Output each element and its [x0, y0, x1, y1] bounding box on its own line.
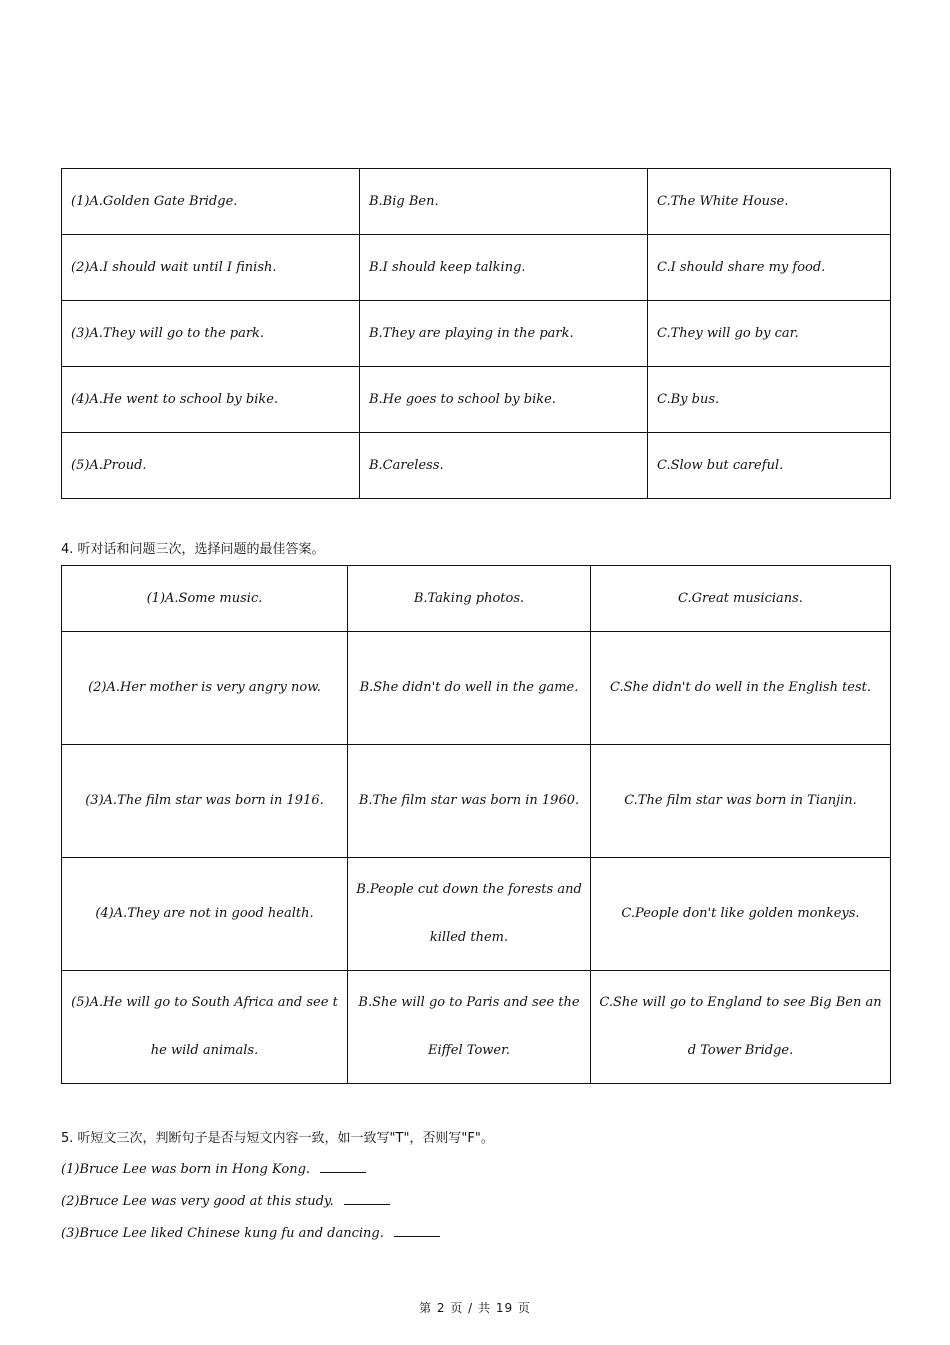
option-text: (3)A.The film star was born in 1916. [85, 793, 324, 808]
option-cell [591, 745, 891, 858]
option-text: B.People cut down the forests and killed them. [356, 882, 582, 945]
table-row [62, 632, 891, 745]
table-row [62, 745, 891, 858]
option-cell: C.I should share my food. [648, 235, 891, 301]
option-cell: C.The White House. [648, 169, 891, 235]
table-row [62, 566, 891, 632]
option-cell [62, 745, 348, 858]
option-cell: B.I should keep talking. [360, 235, 648, 301]
option-cell: B.Big Ben. [360, 169, 648, 235]
answer-blank[interactable] [394, 1224, 440, 1237]
option-text: B.She didn't do well in the game. [359, 680, 579, 695]
statement-line [61, 1160, 366, 1177]
table-row [62, 235, 891, 301]
statement-line [61, 1224, 440, 1241]
table-row [62, 433, 891, 499]
option-cell [348, 632, 591, 745]
option-cell: (5)A.Proud. [62, 433, 360, 499]
option-text: (4)A.They are not in good health. [95, 906, 314, 921]
option-cell: C.Slow but careful. [648, 433, 891, 499]
option-text: B.The film star was born in 1960. [358, 793, 580, 808]
option-cell [591, 632, 891, 745]
option-cell: C.By bus. [648, 367, 891, 433]
option-cell [62, 566, 348, 632]
option-cell [348, 745, 591, 858]
option-cell: B.They are playing in the park. [360, 301, 648, 367]
option-cell: (2)A.I should wait until I finish. [62, 235, 360, 301]
table-row [62, 301, 891, 367]
option-cell [591, 566, 891, 632]
statement-text: (2)Bruce Lee was very good at this study. [61, 1194, 334, 1209]
table-row [62, 367, 891, 433]
option-cell [62, 632, 348, 745]
option-cell: (3)A.They will go to the park. [62, 301, 360, 367]
option-cell: B.Careless. [360, 433, 648, 499]
option-cell [62, 971, 348, 1084]
answer-blank[interactable] [344, 1192, 390, 1205]
option-cell: B.He goes to school by bike. [360, 367, 648, 433]
option-cell [62, 858, 348, 971]
option-text: B.She will go to Paris and see the Eiffel Tower. [358, 995, 580, 1058]
option-cell: (4)A.He went to school by bike. [62, 367, 360, 433]
statement-line [61, 1192, 390, 1209]
question5-title: 5. 听短文三次，判断句子是否与短文内容一致，如一致写"T"，否则写"F"。 [61, 1131, 494, 1146]
question4-title: 4. 听对话和问题三次，选择问题的最佳答案。 [61, 542, 325, 557]
table-row [62, 169, 891, 235]
option-cell: C.They will go by car. [648, 301, 891, 367]
statement-text: (3)Bruce Lee liked Chinese kung fu and dancing. [61, 1226, 384, 1241]
statement-text: (1)Bruce Lee was born in Hong Kong. [61, 1162, 311, 1177]
answer-blank[interactable] [320, 1160, 366, 1173]
option-text: (1)A.Some music. [146, 590, 263, 606]
option-cell [348, 566, 591, 632]
option-text: C.She will go to England to see Big Ben and Tower Bridge. [599, 995, 882, 1058]
option-text: B.Taking photos. [413, 590, 525, 606]
question4-options-table [61, 565, 891, 1084]
option-text: C.The film star was born in Tianjin. [624, 793, 857, 808]
option-cell [591, 858, 891, 971]
question3-options-table [61, 168, 891, 499]
option-text: C.People don't like golden monkeys. [621, 906, 860, 921]
page-footer: 第 2 页 / 共 19 页 [419, 1301, 531, 1315]
option-text: C.Great musicians. [678, 590, 803, 606]
option-cell [591, 971, 891, 1084]
option-text: C.She didn't do well in the English test. [609, 680, 872, 695]
option-cell: (1)A.Golden Gate Bridge. [62, 169, 360, 235]
option-text: (5)A.He will go to South Africa and see the wild animals. [71, 995, 338, 1058]
table-row [62, 971, 891, 1084]
option-cell [348, 971, 591, 1084]
option-cell [348, 858, 591, 971]
table-row [62, 858, 891, 971]
option-text: (2)A.Her mother is very angry now. [88, 680, 321, 695]
